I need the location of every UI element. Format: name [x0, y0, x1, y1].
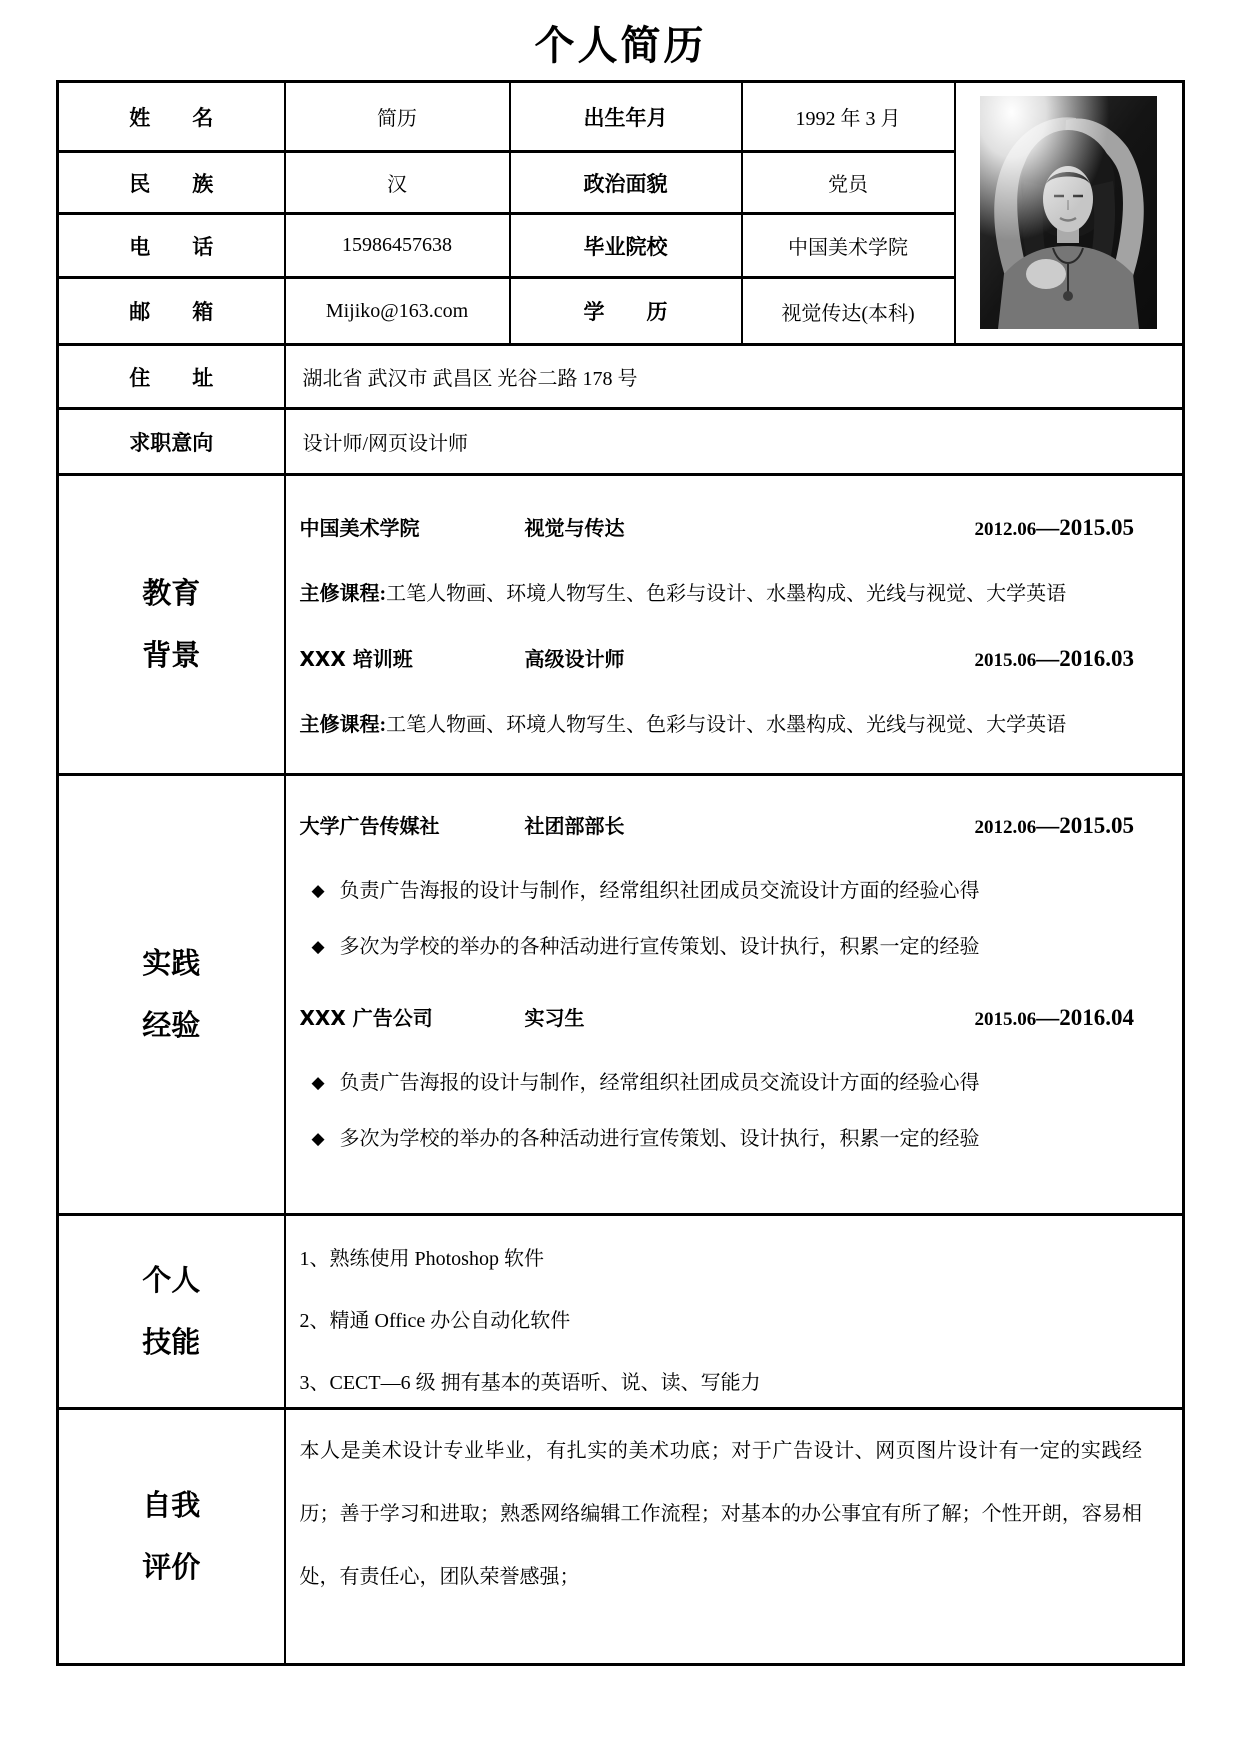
school-value: 中国美术学院 — [742, 214, 955, 278]
resume-table — [56, 80, 1185, 1666]
experience-bullet: ◆ 负责广告海报的设计与制作，经常组织社团成员交流设计方面的经验心得 — [300, 876, 1135, 906]
email-label: 邮 箱 — [58, 278, 285, 345]
table-row — [58, 345, 1184, 409]
diamond-bullet-icon: ◆ — [311, 937, 325, 957]
experience-entry-head — [300, 810, 1135, 840]
education-role: 高级设计师 — [524, 647, 625, 671]
degree-label: 学 历 — [510, 278, 742, 345]
profile-photo — [980, 96, 1157, 329]
education-courses: 主修课程:工笔人物画、环境人物写生、色彩与设计、水墨构成、光线与视觉、大学英语 — [299, 714, 1067, 736]
diamond-bullet-icon: ◆ — [311, 1073, 325, 1093]
education-date: 2012.06—2015.05 — [974, 515, 1134, 540]
section-row-experience — [58, 775, 1184, 1215]
evaluation-label-line2: 评价 — [142, 1549, 201, 1584]
name-value: 简历 — [285, 82, 510, 152]
experience-org: 大学广告传媒社 — [299, 814, 440, 838]
ethnicity-label: 民 族 — [58, 152, 285, 214]
diamond-bullet-icon: ◆ — [311, 881, 325, 901]
experience-section-label — [58, 775, 285, 1215]
degree-value: 视觉传达(本科) — [742, 278, 955, 345]
education-section-label — [58, 475, 285, 775]
experience-bullet: ◆ 多次为学校的举办的各种活动进行宣传策划、设计执行，积累一定的经验 — [300, 932, 1135, 962]
experience-role: 实习生 — [524, 1006, 585, 1030]
skill-item: 3、CECT—6 级 拥有基本的英语听、说、读、写能力 — [299, 1372, 761, 1394]
education-org: 中国美术学院 — [299, 516, 420, 540]
evaluation-content — [285, 1409, 1184, 1665]
email-value: Mijiko@163.com — [285, 278, 510, 345]
birthdate-label: 出生年月 — [510, 82, 742, 152]
phone-label: 电 话 — [58, 214, 285, 278]
experience-label-line2: 经验 — [142, 1007, 201, 1042]
education-entry-head — [300, 512, 1135, 542]
education-org: XXX 培训班 — [299, 647, 413, 671]
experience-entry-head — [300, 1002, 1135, 1032]
diamond-bullet-icon: ◆ — [311, 1129, 325, 1149]
education-content — [285, 475, 1184, 775]
political-status-value: 党员 — [742, 152, 955, 214]
page-title: 个人简历 — [534, 23, 707, 69]
name-label: 姓 名 — [58, 82, 285, 152]
experience-date: 2015.06—2016.04 — [974, 1005, 1134, 1030]
education-entry-head — [300, 643, 1135, 673]
photo-cell — [955, 82, 1184, 345]
evaluation-section-label — [58, 1409, 285, 1665]
experience-bullet: ◆ 负责广告海报的设计与制作，经常组织社团成员交流设计方面的经验心得 — [300, 1068, 1135, 1098]
experience-label-line1: 实践 — [142, 945, 201, 980]
section-row-education — [58, 475, 1184, 775]
section-row-skills — [58, 1215, 1184, 1409]
education-role: 视觉与传达 — [524, 516, 625, 540]
phone-value: 15986457638 — [285, 214, 510, 278]
objective-label: 求职意向 — [58, 409, 285, 475]
evaluation-label-line1: 自我 — [142, 1487, 201, 1522]
education-label-line1: 教育 — [142, 575, 201, 610]
experience-date: 2012.06—2015.05 — [974, 813, 1134, 838]
address-label: 住 址 — [58, 345, 285, 409]
section-row-evaluation — [58, 1409, 1184, 1665]
skills-label-line2: 技能 — [142, 1324, 201, 1359]
objective-value: 设计师/网页设计师 — [285, 409, 1184, 475]
skills-section-label — [58, 1215, 285, 1409]
skills-label-line1: 个人 — [142, 1262, 201, 1297]
experience-org: XXX 广告公司 — [299, 1006, 433, 1030]
ethnicity-value: 汉 — [285, 152, 510, 214]
education-date: 2015.06—2016.03 — [974, 646, 1134, 671]
education-courses: 主修课程:工笔人物画、环境人物写生、色彩与设计、水墨构成、光线与视觉、大学英语 — [299, 583, 1067, 605]
table-row — [58, 82, 1184, 152]
skill-item: 2、精通 Office 办公自动化软件 — [299, 1310, 571, 1332]
table-row — [58, 409, 1184, 475]
evaluation-text: 本人是美术设计专业毕业，有扎实的美术功底；对于广告设计、网页图片设计有一定的实践经历；善于学习和进取；熟悉网络编辑工作流程；对基本的办公事宜有所了解；个性开朗，容易相处，有责任心，团队荣誉感强； — [299, 1440, 1142, 1588]
experience-role: 社团部部长 — [524, 814, 625, 838]
school-label: 毕业院校 — [510, 214, 742, 278]
address-value: 湖北省 武汉市 武昌区 光谷二路 178 号 — [285, 345, 1184, 409]
education-label-line2: 背景 — [142, 637, 201, 672]
skills-content — [285, 1215, 1184, 1409]
political-status-label: 政治面貌 — [510, 152, 742, 214]
experience-content — [285, 775, 1184, 1215]
birthdate-value: 1992 年 3 月 — [742, 82, 955, 152]
experience-bullet: ◆ 多次为学校的举办的各种活动进行宣传策划、设计执行，积累一定的经验 — [300, 1124, 1135, 1154]
skill-item: 1、熟练使用 Photoshop 软件 — [299, 1248, 544, 1270]
